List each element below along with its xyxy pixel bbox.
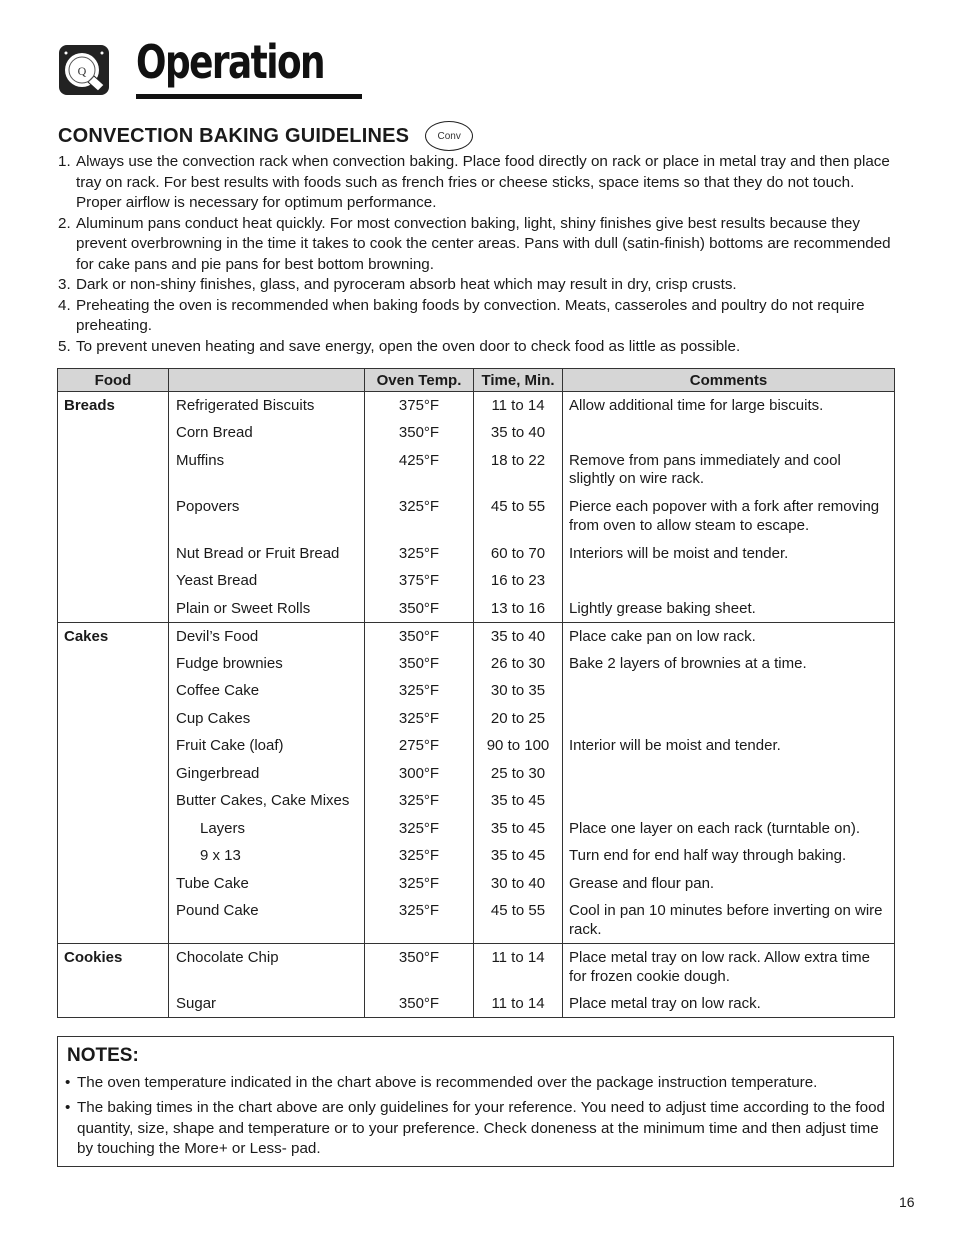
header-food: Food: [58, 369, 169, 392]
table-row: Nut Bread or Fruit Bread 325°F 60 to 70 Interiors will be moist and tender.: [58, 540, 895, 568]
section-title: CONVECTION BAKING GUIDELINES: [58, 124, 410, 147]
header-oven-temp: Oven Temp.: [365, 369, 474, 392]
table-row: Coffee Cake 325°F 30 to 35: [58, 677, 895, 705]
convection-baking-table: [57, 368, 895, 1018]
guidelines-list: [58, 152, 898, 357]
table-row: Corn Bread 350°F 35 to 40: [58, 419, 895, 447]
table-row: Plain or Sweet Rolls 350°F 13 to 16 Lightly grease baking sheet.: [58, 595, 895, 623]
guideline-item: 4. Preheating the oven is recommended when baking foods by convection. Meats, casseroles and poultry do not require preheating.: [58, 296, 865, 334]
notes-box: [57, 1036, 894, 1167]
svg-text:Q: Q: [77, 64, 87, 78]
section-heading: [58, 121, 473, 151]
table-row: 9 x 13 325°F 35 to 45 Turn end for end half way through baking.: [58, 842, 895, 870]
table-row: Cakes Devil’s Food 350°F 35 to 40 Place cake pan on low rack.: [58, 622, 895, 650]
table-row: Popovers 325°F 45 to 55 Pierce each popover with a fork after removing from oven to allow steam to escape.: [58, 493, 895, 540]
guideline-item: 2. Aluminum pans conduct heat quickly. For most convection baking, light, shiny finishes give best results because they prevent overbrowning in the time it takes to cook the center areas. Pans with dull (satin-finish) bottoms are recommended for cake pans and pie pans for best bottom browning.: [58, 214, 891, 273]
header-time: Time, Min.: [474, 369, 563, 392]
bullet-icon: •: [65, 1099, 71, 1116]
table-row: Fruit Cake (loaf) 275°F 90 to 100 Interior will be moist and tender.: [58, 732, 895, 760]
header-comments: Comments: [563, 369, 895, 392]
page-title: Operation: [136, 35, 325, 89]
header-item: [169, 369, 365, 392]
table-header-row: [58, 369, 895, 392]
title-underline: [136, 94, 362, 99]
page-number: 16: [899, 1194, 915, 1210]
guideline-item: 5. To prevent uneven heating and save energy, open the oven door to check food as little as possible.: [58, 337, 741, 355]
notes-title: NOTES:: [67, 1045, 139, 1066]
table-row: Pound Cake 325°F 45 to 55 Cool in pan 10 minutes before inverting on wire rack.: [58, 897, 895, 944]
notes-list: [65, 1073, 885, 1164]
table-row: Cookies Chocolate Chip 350°F 11 to 14 Place metal tray on low rack. Allow extra time for frozen cookie dough.: [58, 944, 895, 991]
guideline-item: 3. Dark or non-shiny finishes, glass, and pyroceram absorb heat which may result in dry, crisp crusts.: [58, 276, 737, 293]
table-row: Breads Refrigerated Biscuits 375°F 11 to 14 Allow additional time for large biscuits.: [58, 392, 895, 420]
table-row: Gingerbread 300°F 25 to 30: [58, 760, 895, 788]
table-row: Butter Cakes, Cake Mixes 325°F 35 to 45: [58, 787, 895, 815]
page-header: [58, 35, 325, 102]
conv-badge: Conv: [425, 121, 473, 151]
table-row: Tube Cake 325°F 30 to 40 Grease and flour pan.: [58, 870, 895, 898]
table-row: Layers 325°F 35 to 45 Place one layer on each rack (turntable on).: [58, 815, 895, 843]
table-row: Muffins 425°F 18 to 22 Remove from pans immediately and cool slightly on wire rack.: [58, 447, 895, 494]
guideline-item: 1. Always use the convection rack when convection baking. Place food directly on rack or place in metal tray and then place tray on rack. For best results with foods such as french fries or cheese sticks, space items so that they do not touch. Proper airflow is necessary for optimum performance.: [58, 153, 890, 211]
oven-timer-icon: [58, 44, 110, 96]
table-row: Yeast Bread 375°F 16 to 23: [58, 567, 895, 595]
bullet-icon: •: [65, 1074, 71, 1091]
note-item: • The baking times in the chart above are only guidelines for your reference. You need to adjust time according to the food quantity, size, shape and temperature or to your preference. Check doneness at the minimum time and then adjust time by touching the More+ or Less- pad.: [65, 1099, 885, 1157]
table-row: Sugar 350°F 11 to 14 Place metal tray on low rack.: [58, 990, 895, 1018]
table-row: Fudge brownies 350°F 26 to 30 Bake 2 layers of brownies at a time.: [58, 650, 895, 678]
note-item: • The oven temperature indicated in the chart above is recommended over the package instruction temperature.: [65, 1073, 885, 1094]
table-row: Cup Cakes 325°F 20 to 25: [58, 705, 895, 733]
